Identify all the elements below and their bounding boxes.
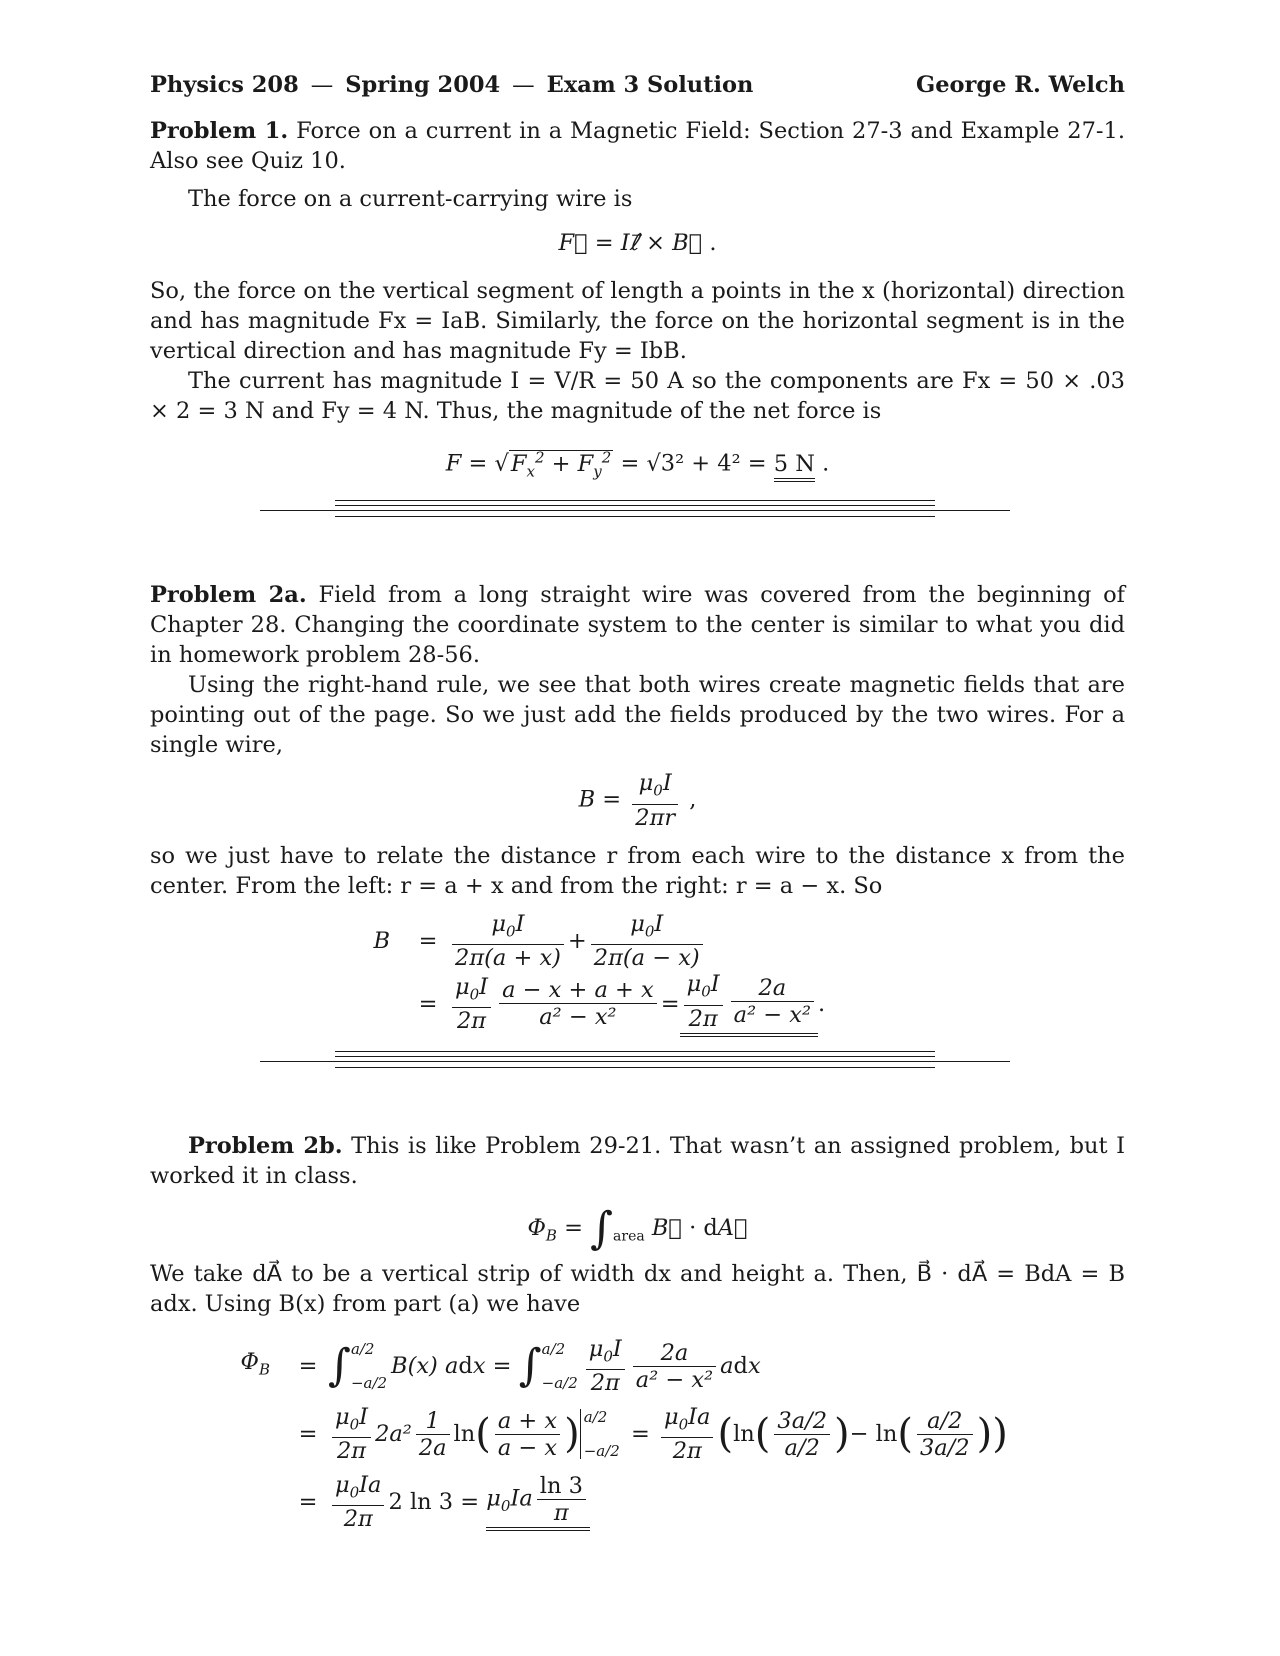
- problem-2a-text: Field from a long straight wire was covered from the beginning of Chapter 28. Changing the coordinate system to the center is similar to what you did in homework problem 28-56.: [150, 582, 1125, 668]
- problem-1-answer: 5 N: [774, 451, 815, 482]
- problem-2a-answer: $\frac{\mu_0I}{2\pi}$ $\frac{2a}{\text{a² − x²}}$: [680, 971, 818, 1037]
- page-header: [150, 70, 1125, 100]
- problem-1-line1: The force on a current-carrying wire is: [188, 186, 633, 212]
- problem-2b-answer: $\mu_0Ia$ $\frac{\ln 3}{\pi}$: [486, 1473, 590, 1531]
- problem-2b-para2: We take dA⃗ to be a vertical strip of width dx and height a. Then, B⃗ · dA⃗ = BdA = B adx. Using B(x) from part (a) we have: [150, 1261, 1125, 1317]
- problem-2b-text: This is like Problem 29-21. That wasn’t an assigned problem, but I worked it in class.: [150, 1132, 1125, 1189]
- problem-2a-intro: [150, 580, 1125, 670]
- problem-1-label: Problem 1.: [150, 118, 289, 144]
- author-name: George R. Welch: [916, 72, 1125, 98]
- problem-2a-label: Problem 2a.: [150, 582, 307, 608]
- document-page: [150, 70, 1125, 1545]
- header-left: Physics 208 — Spring 2004 — Exam 3 Solution: [150, 72, 754, 98]
- problem-2a-para2: Using the right-hand rule, we see that both wires create magnetic fields that are pointing out of the page. So we just add the fields produced by the two wires. For a single wire,: [150, 672, 1125, 758]
- equation-net-force: $F = √F_x^2 + F_y^2 = √3^2 + 4^2 = 5$ N .: [445, 448, 830, 480]
- equation-flux-definition: $\Phi_B = \int_{area}$ B⃗ · dA⃗: [527, 1202, 748, 1254]
- problem-2a-para3: so we just have to relate the distance r from each wire to the distance x from the center. From the left: r = a + x and from the right: r = a − x. So: [150, 842, 1125, 899]
- equation-force-cross: F⃗ = Iℓ⃗ × B⃗ .: [558, 230, 717, 256]
- problem-2b-intro: [150, 1131, 1125, 1191]
- problem-1-para2: So, the force on the vertical segment of length a points in the x (horizontal) direction and has magnitude Fx = IaB. Similarly, the force on the horizontal segment is in the vertical direction and has magnitude Fy = IbB.: [150, 278, 1125, 364]
- problem-1-para3: The current has magnitude I = V/R = 50 A so the components are Fx = 50 × .03 × 2 = 3 N and Fy = 4 N. Thus, the magnitude of the net force is: [150, 368, 1125, 424]
- exam-title: Exam 3 Solution: [546, 72, 754, 98]
- equation-flux-integral: $\Phi_B$ = ∫ a/2 −a/2 B(x) a d x = ∫ a/2 −a/2 $\frac{\mu_0I}{2\pi}$ $\frac{2a}{\text{a² − x²}}$ a d x = $\frac{\mu_0I}{2\pi}$ 2a² $\frac{1}{2a}$ ln ( $\frac{a + x}{a - x}$ ) a/2 −a/2 = $\frac{\mu_0Ia}{2\pi}$ ( ln ( $\frac{3a/2}{a/2}$ ) − ln ( $\frac{a/2}{3a/2}$ ) ) = $\frac{\mu_0Ia}{2\pi}$ 2 ln 3 = $\mu_0Ia$ $\frac{\ln 3}{\pi}$: [240, 1335, 1008, 1533]
- course-name: Physics 208: [150, 72, 299, 98]
- problem-1-text: Force on a current in a Magnetic Field: Section 27-3 and Example 27-1. Also see Quiz 10.: [150, 118, 1125, 174]
- separator-1: [150, 500, 1125, 526]
- equation-two-wires: B = $\frac{\mu_0I}{2\pi(a + x)}$ + $\frac{\mu_0I}{2\pi(a - x)}$ = $\frac{\mu_0I}{2\pi}$ $\frac{a - x + a + x}{\text{a² − x²}}$ = $\frac{\mu_0I}{2\pi}$ $\frac{2a}{\text{a² − x²}}$ .: [150, 911, 1125, 1037]
- problem-1-intro: [150, 116, 1125, 176]
- term: Spring 2004: [345, 72, 501, 98]
- problem-2b-label: Problem 2b.: [188, 1132, 343, 1159]
- separator-2: [150, 1051, 1125, 1077]
- equation-single-wire: B = $\frac{\mu_0I}{2\pi r}$ ,: [578, 770, 697, 831]
